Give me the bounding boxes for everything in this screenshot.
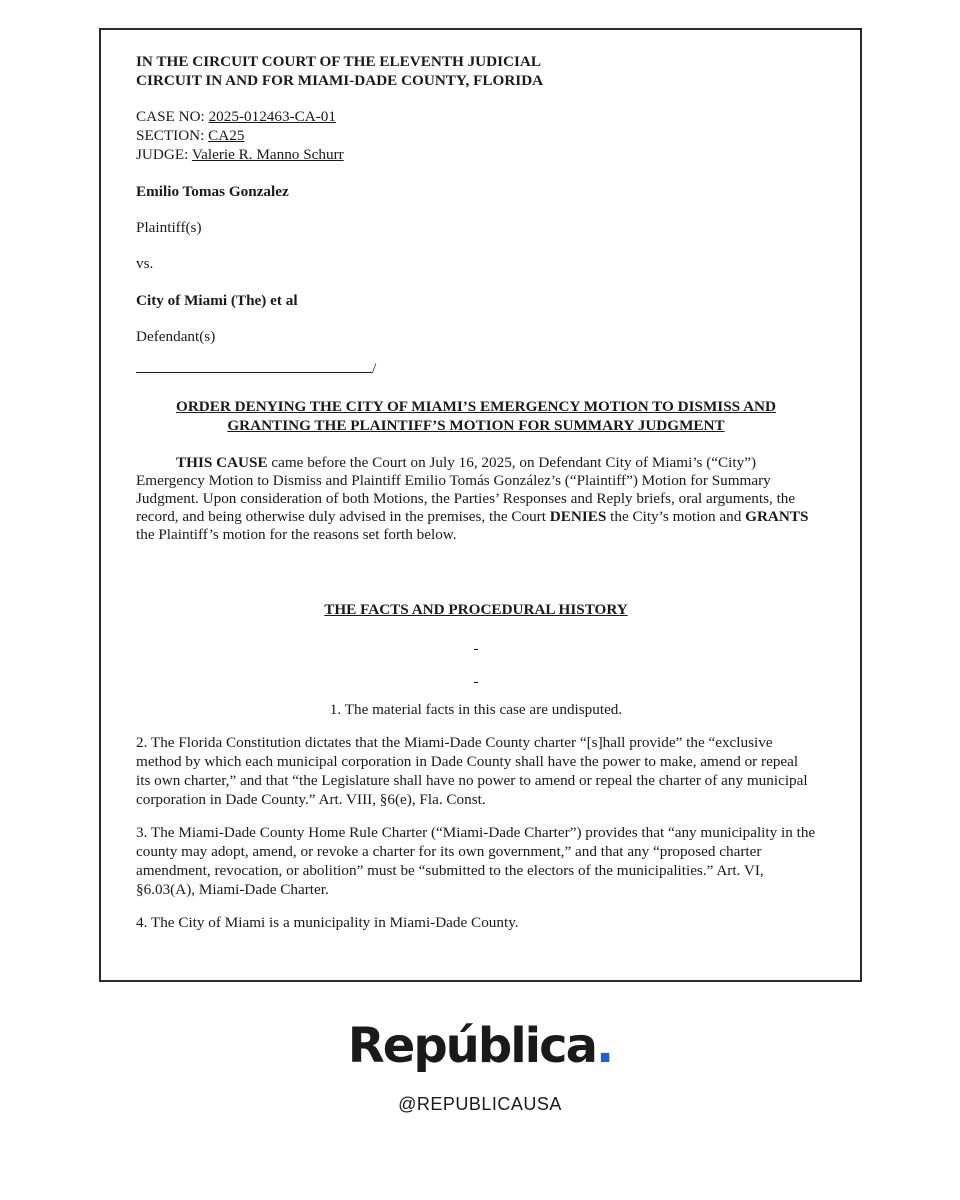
court-heading-line2: CIRCUIT IN AND FOR MIAMI-DADE COUNTY, FLORIDA: [136, 72, 544, 89]
fact-item-4: 4. The City of Miami is a municipality in Miami-Dade County.: [136, 914, 519, 931]
section-value: CA25: [208, 127, 245, 144]
defendant-role: Defendant(s): [136, 328, 216, 345]
intro-lead: THIS CAUSE: [176, 454, 268, 471]
case-judge: [136, 145, 816, 164]
document-page: [99, 28, 862, 982]
document-body: [136, 52, 816, 932]
blank-line: [136, 358, 372, 373]
fact-item-2: 2. The Florida Constitution dictates that the Miami-Dade County charter “[s]hall provide” the “exclusive method by which each municipal corporation in Dade County shall have the power to make, amend or repeal its own charter,” and that “the Legislature shall have no power to amend or repeal the charter of any municipal corporation in Dade County.” Art. VIII, §6(e), Fla. Const.: [136, 734, 808, 808]
versus: vs.: [136, 255, 154, 272]
intro-grants: GRANTS: [745, 508, 809, 525]
intro-part2: the City’s motion and: [606, 508, 746, 525]
plaintiff-role: Plaintiff(s): [136, 219, 202, 236]
intro-part1: came before the Court on July 16, 2025, on Defendant City of Miami’s (“City”) Emergency Motion to Dismiss and Plaintiff Emilio Tomás González’s (“Plaintiff”) Motion for Summary Judgment. Upon consideration of both Motions, the Parties’ Responses and Reply briefs, oral arguments, the record, and being otherwise duly advised in the premises, the Court: [136, 454, 796, 525]
case-number-label: CASE NO:: [136, 108, 205, 125]
order-title-line2: GRANTING THE PLAINTIFF’S MOTION FOR SUMMARY JUDGMENT: [227, 417, 725, 434]
court-heading-line1: IN THE CIRCUIT COURT OF THE ELEVENTH JUDICIAL: [136, 53, 541, 70]
separator-dash: -: [473, 640, 479, 657]
brand-logo: [0, 1018, 960, 1074]
intro-part3: the Plaintiff’s motion for the reasons set forth below.: [136, 526, 457, 543]
defendant-name: City of Miami (The) et al: [136, 292, 298, 309]
judge-value: Valerie R. Manno Schurr: [191, 146, 344, 163]
case-number-value: 2025-012463-CA-01: [208, 108, 336, 125]
intro-denies: DENIES: [549, 508, 607, 525]
fact-item-1: 1. The material facts in this case are undisputed.: [329, 701, 623, 718]
order-title-line1: ORDER DENYING THE CITY OF MIAMI’S EMERGENCY MOTION TO DISMISS AND: [176, 398, 776, 415]
signature-line: [136, 358, 816, 378]
case-section: [136, 126, 816, 145]
case-number: [136, 107, 816, 126]
fact-item-3: 3. The Miami-Dade County Home Rule Charter (“Miami-Dade Charter”) provides that “any municipality in the county may adopt, amend, or revoke a charter for its own government,” and that any “proposed charter amendment, revocation, or abolition” must be “submitted to the electors of the municipalities.” Art. VI, §6.03(A), Miami-Dade Charter.: [136, 824, 816, 898]
plaintiff-name: Emilio Tomas Gonzalez: [136, 183, 289, 200]
social-handle: @REPUBLICAUSA: [398, 1094, 562, 1114]
order-title: [136, 397, 816, 435]
signature-slash: /: [372, 360, 377, 377]
brand-dot: .: [595, 1018, 613, 1074]
judge-label: JUDGE:: [136, 146, 189, 163]
facts-heading: THE FACTS AND PROCEDURAL HISTORY: [324, 601, 628, 618]
intro-paragraph: [136, 454, 816, 544]
separator-dash: -: [473, 673, 479, 690]
brand-name: República: [347, 1018, 596, 1074]
case-info: [136, 107, 816, 164]
section-label: SECTION:: [136, 127, 205, 144]
